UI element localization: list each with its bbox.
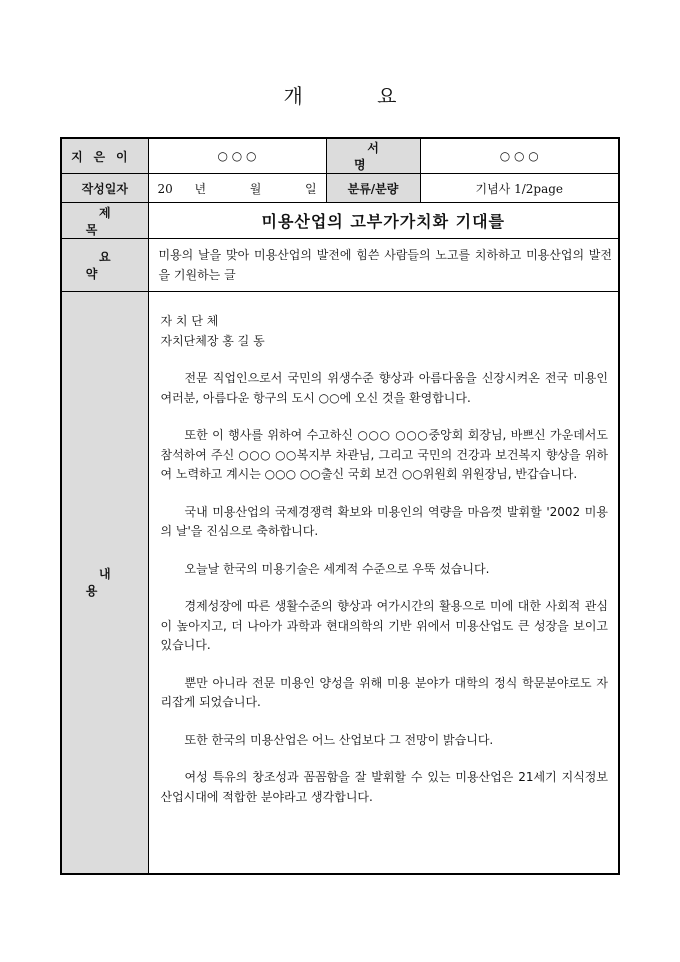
date-value: 20 년 월 일 [148, 174, 326, 203]
page-title: 개 요 [283, 84, 431, 108]
content-paragraph: 국내 미용산업의 국제경쟁력 확보와 미용인의 역량을 마음껏 발휘할 '2002 미용의 날'을 진심으로 축하합니다. [160, 504, 608, 538]
summary-form-table [60, 137, 620, 875]
author-label: 지은이 [61, 138, 148, 174]
content-body [148, 292, 619, 874]
category-label: 분류/분량 [326, 174, 420, 203]
content-label: 내용 [61, 292, 148, 874]
date-label: 작성일자 [61, 174, 148, 203]
content-paragraph: 또한 이 행사를 위하여 수고하신 ○○○ ○○○중앙회 회장님, 바쁘신 가운데서도 참석하여 주신 ○○○ ○○복지부 차관님, 그리고 국민의 건강과 보건복지 향상을 위하여 노력하고 계시는 ○○○ ○○출신 국회 보건 ○○위원회 위원장님, 반갑습니다. [160, 428, 608, 481]
content-paragraph: 전문 직업인으로서 국민의 위생수준 향상과 아름다움을 신장시켜온 전국 미용인 여러분, 아름다운 항구의 도시 ○○에 오신 것을 환영합니다. [160, 371, 608, 405]
signature-label: 서명 [326, 138, 420, 174]
summary-value: 미용의 날을 맞아 미용산업의 발전에 힘쓴 사람들의 노고를 치하하고 미용산업의 발전을 기원하는 글 [148, 239, 619, 292]
greeting-block [161, 312, 609, 351]
category-value: 기념사 1/2page [420, 174, 619, 203]
summary-label: 요약 [61, 239, 148, 292]
signature-value: ○ ○ ○ [420, 138, 619, 174]
content-paragraph: 여성 특유의 창조성과 꼼꼼함을 잘 발휘할 수 있는 미용산업은 21세기 지식정보산업시대에 적합한 분야라고 생각합니다. [160, 770, 608, 804]
greeting-org: 자 치 단 체 [160, 314, 219, 328]
author-value: ○ ○ ○ [148, 138, 326, 174]
subject-value: 미용산업의 고부가가치화 기대를 [148, 203, 619, 239]
content-paragraph: 또한 한국의 미용산업은 어느 산업보다 그 전망이 밝습니다. [184, 732, 494, 747]
content-paragraph: 경제성장에 따른 생활수준의 향상과 여가시간의 활용으로 미에 대한 사회적 관심이 높아지고, 더 나아가 과학과 현대의학의 기반 위에서 미용산업도 큰 성장을 보이고 있습니다. [160, 599, 608, 652]
greeting-speaker: 자치단체장 홍 길 동 [160, 333, 265, 348]
content-paragraph: 오늘날 한국의 미용기술은 세계적 수준으로 우뚝 섰습니다. [184, 561, 490, 576]
subject-label: 제목 [61, 203, 148, 239]
content-paragraph: 뿐만 아니라 전문 미용인 양성을 위해 미용 분야가 대학의 정식 학문분야로도 자리잡게 되었습니다. [160, 675, 608, 709]
